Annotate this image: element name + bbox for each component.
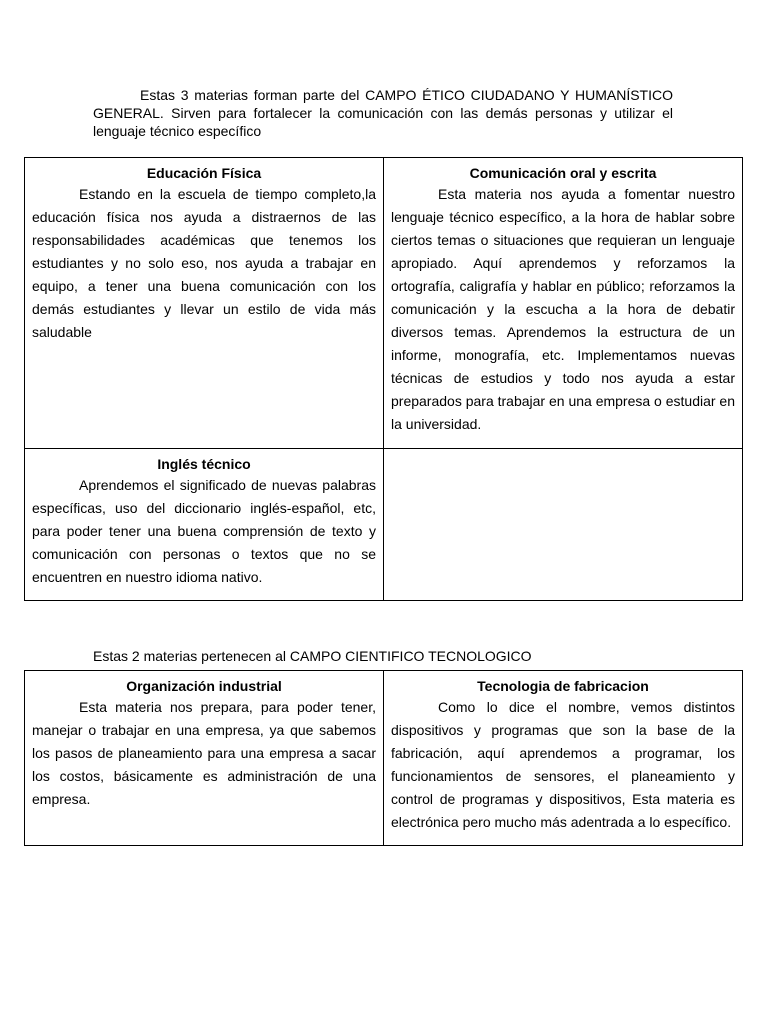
cell-ingles-tecnico bbox=[25, 449, 384, 601]
cell-tecnologia-fabricacion bbox=[384, 671, 743, 846]
cell-title: Tecnologia de fabricacion bbox=[477, 678, 649, 694]
cell-title: Educación Física bbox=[146, 165, 262, 181]
cell-educacion-fisica bbox=[25, 158, 384, 449]
cell-organizacion-industrial bbox=[25, 671, 384, 846]
empty-cell bbox=[384, 449, 743, 601]
cell-body: Aprendemos el significado de nuevas palabras específicas, uso del diccionario inglés-español, etc, para poder tener una buena comprensión de texto y comunicación con personas o textos que no se encuentren en nuestro idioma nativo. bbox=[32, 477, 376, 585]
cell-title: Comunicación oral y escrita bbox=[469, 165, 657, 181]
cell-comunicacion bbox=[384, 158, 743, 449]
cell-title: Inglés técnico bbox=[157, 456, 251, 472]
cell-body: Estando en la escuela de tiempo completo,la educación física nos ayuda a distraernos de las responsabilidades académicas que tenemos los estudiantes y no solo eso, nos ayuda a trabajar en equipo, a tener una buena comunicación con los demás estudiantes y llevar un estilo de vida más saludable bbox=[32, 186, 376, 340]
cell-body: Esta materia nos prepara, para poder tener, manejar o trabajar en una empresa, ya que sabemos los pasos de planeamiento para una empresa a sacar los costos, básicamente es administración de una empresa. bbox=[32, 699, 376, 807]
cell-title: Organización industrial bbox=[126, 678, 282, 694]
subjects-table-cientifico bbox=[24, 670, 743, 846]
cell-body: Esta materia nos ayuda a fomentar nuestro lenguaje técnico específico, a la hora de hablar sobre ciertos temas o situaciones que requieran un lenguaje apropiado. Aquí aprendemos y reforzamos la ortografía, caligrafía y hablar en público; reforzamos la comunicación y la escucha a la hora de debatir diversos temas. Aprendemos la estructura de un informe, monografía, etc. Implementamos nuevas técnicas de estudios y todo nos ayuda a estar preparados para trabajar en una empresa o estudiar en la universidad. bbox=[391, 186, 735, 432]
cell-body: Como lo dice el nombre, vemos distintos dispositivos y programas que son la base de la fabricación, aquí aprendemos a programar, los funcionamientos de sensores, el planeamiento y control de programas y dispositivos, Esta materia es electrónica pero mucho más adentrada a lo específico. bbox=[391, 699, 735, 830]
section2-intro: Estas 2 materias pertenecen al CAMPO CIENTIFICO TECNOLOGICO bbox=[93, 648, 532, 664]
subjects-table-etico bbox=[24, 157, 743, 601]
section1-intro: Estas 3 materias forman parte del CAMPO ÉTICO CIUDADANO Y HUMANÍSTICO GENERAL. Sirven para fortalecer la comunicación con las demás personas y utilizar el lenguaje técnico específico bbox=[93, 87, 673, 139]
